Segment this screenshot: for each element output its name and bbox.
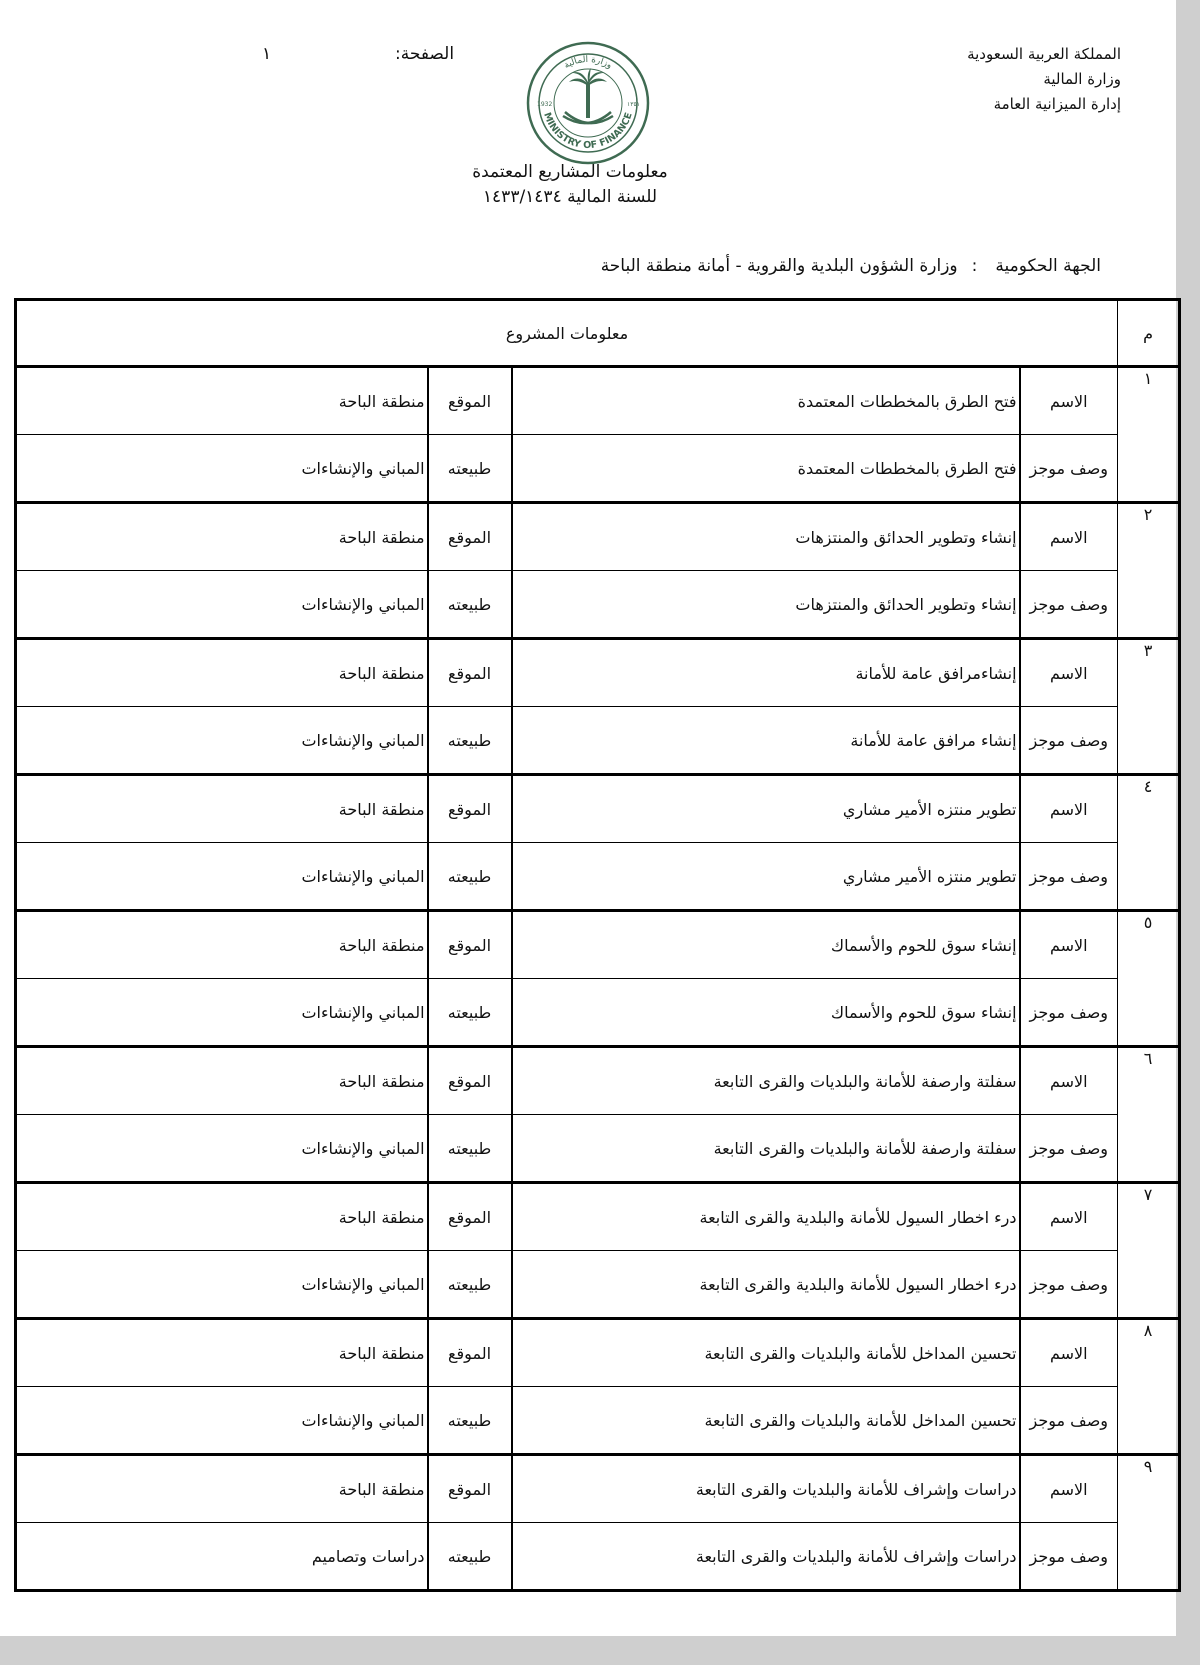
project-location: منطقة الباحة bbox=[16, 911, 428, 979]
project-type: المباني والإنشاءات bbox=[16, 1387, 428, 1455]
project-type: المباني والإنشاءات bbox=[16, 571, 428, 639]
project-row-name bbox=[16, 775, 1180, 843]
project-number-text: ٨ bbox=[1143, 1320, 1153, 1340]
page-label: الصفحة: bbox=[395, 44, 455, 64]
project-number-text: ٢ bbox=[1143, 504, 1153, 524]
name-label: الاسم bbox=[1020, 503, 1118, 571]
project-name: درء اخطار السيول للأمانة والبلدية والقرى التابعة bbox=[512, 1183, 1020, 1251]
project-description: فتح الطرق بالمخططات المعتمدة bbox=[512, 435, 1020, 503]
seal-year-right: ١٣٥١ bbox=[627, 101, 640, 108]
project-row-name bbox=[16, 1047, 1180, 1115]
project-type: دراسات وتصاميم bbox=[16, 1523, 428, 1591]
project-name: سفلتة وارصفة للأمانة والبلديات والقرى التابعة bbox=[512, 1047, 1020, 1115]
description-label: وصف موجز bbox=[1020, 843, 1118, 911]
project-number bbox=[1118, 911, 1180, 1047]
project-location: منطقة الباحة bbox=[16, 1319, 428, 1387]
project-number-text: ٩ bbox=[1143, 1456, 1153, 1476]
type-label: طبيعته bbox=[428, 1387, 512, 1455]
issuer-country: المملكة العربية السعودية bbox=[967, 45, 1121, 63]
ministry-seal-icon bbox=[525, 40, 651, 166]
header-project-info: معلومات المشروع bbox=[16, 300, 1118, 367]
project-name: إنشاءمرافق عامة للأمانة bbox=[512, 639, 1020, 707]
project-description: سفلتة وارصفة للأمانة والبلديات والقرى التابعة bbox=[512, 1115, 1020, 1183]
project-row-description bbox=[16, 435, 1180, 503]
project-row-name bbox=[16, 1183, 1180, 1251]
project-description: إنشاء وتطوير الحدائق والمنتزهات bbox=[512, 571, 1020, 639]
project-row-description bbox=[16, 979, 1180, 1047]
issuer-block bbox=[821, 42, 1121, 117]
project-number bbox=[1118, 639, 1180, 775]
project-type: المباني والإنشاءات bbox=[16, 435, 428, 503]
project-number bbox=[1118, 1183, 1180, 1319]
project-row-name bbox=[16, 1455, 1180, 1523]
project-row-description bbox=[16, 571, 1180, 639]
name-label: الاسم bbox=[1020, 775, 1118, 843]
name-label: الاسم bbox=[1020, 1455, 1118, 1523]
location-label: الموقع bbox=[428, 367, 512, 435]
project-description: تطوير منتزه الأمير مشاري bbox=[512, 843, 1020, 911]
project-number-text: ٦ bbox=[1143, 1048, 1153, 1068]
project-row-name bbox=[16, 911, 1180, 979]
project-location: منطقة الباحة bbox=[16, 1455, 428, 1523]
project-type: المباني والإنشاءات bbox=[16, 1251, 428, 1319]
project-number bbox=[1118, 1319, 1180, 1455]
project-type: المباني والإنشاءات bbox=[16, 707, 428, 775]
name-label: الاسم bbox=[1020, 367, 1118, 435]
project-description: إنشاء مرافق عامة للأمانة bbox=[512, 707, 1020, 775]
project-description: إنشاء سوق للحوم والأسماك bbox=[512, 979, 1020, 1047]
project-number-text: ٥ bbox=[1143, 912, 1153, 932]
location-label: الموقع bbox=[428, 1319, 512, 1387]
project-number bbox=[1118, 1047, 1180, 1183]
type-label: طبيعته bbox=[428, 571, 512, 639]
project-row-description bbox=[16, 1115, 1180, 1183]
description-label: وصف موجز bbox=[1020, 435, 1118, 503]
project-location: منطقة الباحة bbox=[16, 367, 428, 435]
project-number-text: ٧ bbox=[1143, 1184, 1153, 1204]
header-index: م bbox=[1118, 300, 1180, 367]
name-label: الاسم bbox=[1020, 1047, 1118, 1115]
project-name: تحسين المداخل للأمانة والبلديات والقرى التابعة bbox=[512, 1319, 1020, 1387]
description-label: وصف موجز bbox=[1020, 571, 1118, 639]
location-label: الموقع bbox=[428, 639, 512, 707]
project-row-name bbox=[16, 639, 1180, 707]
type-label: طبيعته bbox=[428, 1251, 512, 1319]
project-description: تحسين المداخل للأمانة والبلديات والقرى التابعة bbox=[512, 1387, 1020, 1455]
document-title: معلومات المشاريع المعتمدة bbox=[472, 162, 668, 182]
title-block bbox=[380, 160, 760, 210]
project-name: إنشاء وتطوير الحدائق والمنتزهات bbox=[512, 503, 1020, 571]
location-label: الموقع bbox=[428, 1455, 512, 1523]
entity-separator: : bbox=[971, 256, 978, 276]
description-label: وصف موجز bbox=[1020, 1115, 1118, 1183]
description-label: وصف موجز bbox=[1020, 1251, 1118, 1319]
project-name: فتح الطرق بالمخططات المعتمدة bbox=[512, 367, 1020, 435]
description-label: وصف موجز bbox=[1020, 1387, 1118, 1455]
seal-bottom-text: MINISTRY OF FINANCE bbox=[541, 111, 635, 152]
location-label: الموقع bbox=[428, 1183, 512, 1251]
page-number: ١ bbox=[262, 44, 272, 64]
type-label: طبيعته bbox=[428, 979, 512, 1047]
project-description: درء اخطار السيول للأمانة والبلدية والقرى التابعة bbox=[512, 1251, 1020, 1319]
location-label: الموقع bbox=[428, 1047, 512, 1115]
seal-top-text: وزارة المالية bbox=[562, 54, 614, 72]
type-label: طبيعته bbox=[428, 1115, 512, 1183]
project-location: منطقة الباحة bbox=[16, 639, 428, 707]
table-header-row bbox=[16, 300, 1180, 367]
project-number-text: ١ bbox=[1143, 368, 1153, 388]
project-row-name bbox=[16, 367, 1180, 435]
name-label: الاسم bbox=[1020, 639, 1118, 707]
fiscal-year: للسنة المالية ١٤٣٣/١٤٣٤ bbox=[482, 187, 658, 207]
project-row-name bbox=[16, 1319, 1180, 1387]
entity-value: وزارة الشؤون البلدية والقروية - أمانة منطقة الباحة bbox=[600, 256, 958, 276]
project-number-text: ٤ bbox=[1143, 776, 1153, 796]
project-row-description bbox=[16, 1523, 1180, 1591]
project-row-description bbox=[16, 843, 1180, 911]
government-entity bbox=[601, 256, 1101, 276]
location-label: الموقع bbox=[428, 775, 512, 843]
project-row-name bbox=[16, 503, 1180, 571]
project-number bbox=[1118, 775, 1180, 911]
type-label: طبيعته bbox=[428, 843, 512, 911]
project-type: المباني والإنشاءات bbox=[16, 979, 428, 1047]
project-number-text: ٣ bbox=[1143, 640, 1153, 660]
name-label: الاسم bbox=[1020, 1319, 1118, 1387]
location-label: الموقع bbox=[428, 911, 512, 979]
type-label: طبيعته bbox=[428, 435, 512, 503]
project-type: المباني والإنشاءات bbox=[16, 843, 428, 911]
issuer-ministry: وزارة المالية bbox=[1043, 70, 1121, 88]
seal-year-left: 1932 bbox=[537, 101, 553, 108]
project-row-description bbox=[16, 707, 1180, 775]
name-label: الاسم bbox=[1020, 911, 1118, 979]
project-name: إنشاء سوق للحوم والأسماك bbox=[512, 911, 1020, 979]
project-location: منطقة الباحة bbox=[16, 503, 428, 571]
location-label: الموقع bbox=[428, 503, 512, 571]
project-name: دراسات وإشراف للأمانة والبلديات والقرى التابعة bbox=[512, 1455, 1020, 1523]
description-label: وصف موجز bbox=[1020, 1523, 1118, 1591]
project-type: المباني والإنشاءات bbox=[16, 1115, 428, 1183]
description-label: وصف موجز bbox=[1020, 979, 1118, 1047]
project-number bbox=[1118, 367, 1180, 503]
project-location: منطقة الباحة bbox=[16, 1047, 428, 1115]
projects-table bbox=[14, 298, 1181, 1592]
description-label: وصف موجز bbox=[1020, 707, 1118, 775]
entity-label: الجهة الحكومية bbox=[995, 256, 1101, 276]
project-row-description bbox=[16, 1387, 1180, 1455]
issuer-department: إدارة الميزانية العامة bbox=[993, 95, 1121, 113]
type-label: طبيعته bbox=[428, 1523, 512, 1591]
project-number bbox=[1118, 503, 1180, 639]
name-label: الاسم bbox=[1020, 1183, 1118, 1251]
project-row-description bbox=[16, 1251, 1180, 1319]
type-label: طبيعته bbox=[428, 707, 512, 775]
project-description: دراسات وإشراف للأمانة والبلديات والقرى التابعة bbox=[512, 1523, 1020, 1591]
project-location: منطقة الباحة bbox=[16, 1183, 428, 1251]
project-location: منطقة الباحة bbox=[16, 775, 428, 843]
project-number bbox=[1118, 1455, 1180, 1591]
project-name: تطوير منتزه الأمير مشاري bbox=[512, 775, 1020, 843]
